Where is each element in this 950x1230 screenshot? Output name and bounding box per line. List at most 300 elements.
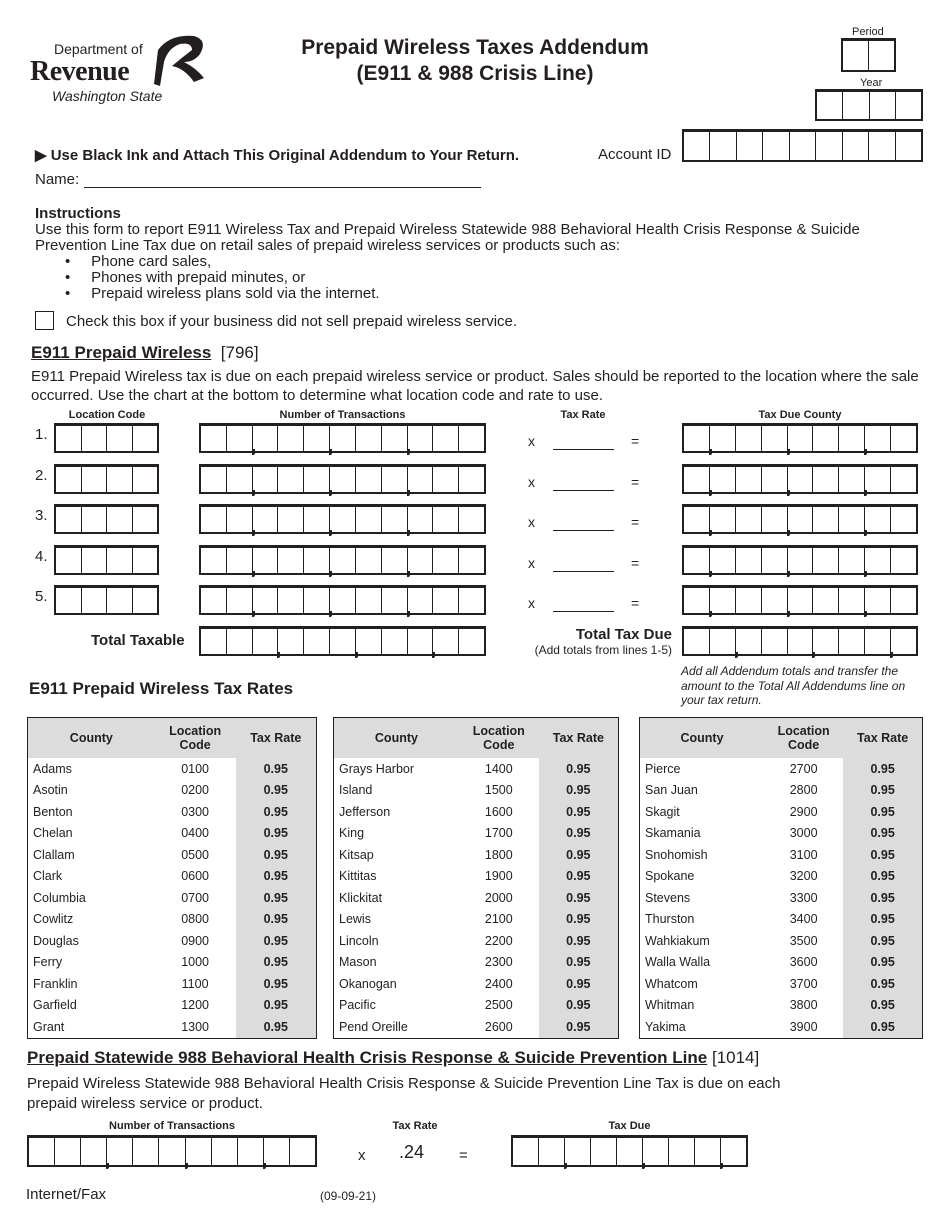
digit-cell[interactable]	[290, 1138, 315, 1165]
tax-rate-cell: 0.95	[236, 844, 317, 866]
digit-cell[interactable]	[356, 467, 382, 492]
digit-cell[interactable]	[788, 507, 814, 532]
digit-cell[interactable]	[788, 426, 814, 451]
table-row	[640, 758, 923, 780]
digit-cell[interactable]	[227, 507, 253, 532]
no-sales-checkbox[interactable]	[35, 311, 54, 330]
digit-cell[interactable]	[843, 132, 869, 160]
digit-cell[interactable]	[865, 588, 891, 613]
digit-cell[interactable]	[762, 507, 788, 532]
total-tax-due-label	[520, 626, 672, 657]
digit-cell[interactable]	[81, 1138, 107, 1165]
digit-cell[interactable]	[790, 132, 816, 160]
col-tax-rate: Tax Rate	[560, 409, 606, 421]
digit-cell[interactable]	[107, 426, 133, 451]
crisis-transactions-input[interactable]	[27, 1135, 317, 1167]
digit-cell[interactable]	[278, 629, 304, 654]
county-cell: Jefferson	[339, 804, 391, 819]
digit-cell[interactable]	[591, 1138, 617, 1165]
e911-heading-text: E911 Prepaid Wireless	[31, 343, 212, 362]
table-row	[640, 952, 923, 974]
header-tax-rate: Tax Rate	[843, 718, 922, 759]
digit-cell[interactable]	[133, 548, 158, 573]
dor-logo	[30, 30, 210, 106]
digit-cell[interactable]	[55, 1138, 81, 1165]
digit-cell[interactable]	[304, 548, 330, 573]
digit-cell[interactable]	[891, 548, 916, 573]
digit-cell[interactable]	[227, 426, 253, 451]
digit-cell[interactable]	[408, 507, 434, 532]
digit-cell[interactable]	[788, 548, 814, 573]
location-code-cell: 1500	[484, 783, 513, 798]
digit-cell[interactable]	[813, 629, 839, 654]
digit-cell[interactable]	[459, 426, 484, 451]
rates-table	[333, 717, 619, 1039]
digit-cell[interactable]	[891, 467, 916, 492]
digit-cell[interactable]	[865, 426, 891, 451]
digit-cell[interactable]	[710, 548, 736, 573]
location-code-input[interactable]	[54, 504, 159, 534]
digit-cell[interactable]	[227, 467, 253, 492]
tax-rate-cell: 0.95	[539, 887, 619, 909]
tax-rate-cell: 0.95	[843, 758, 922, 780]
digit-cell[interactable]	[253, 467, 279, 492]
digit-cell[interactable]	[891, 629, 916, 654]
county-cell: Clark	[33, 869, 63, 884]
account-id-input[interactable]	[682, 129, 923, 162]
digit-cell[interactable]	[107, 507, 133, 532]
digit-cell[interactable]	[227, 588, 253, 613]
table-row	[640, 887, 923, 909]
digit-cell[interactable]	[56, 548, 82, 573]
digit-cell[interactable]	[710, 629, 736, 654]
tax-rate-input[interactable]	[553, 437, 614, 450]
digit-cell[interactable]	[304, 588, 330, 613]
digit-cell[interactable]	[788, 629, 814, 654]
county-cell: Cowlitz	[33, 912, 74, 927]
table-header	[334, 718, 619, 759]
account-id-label: Account ID	[598, 146, 672, 163]
digit-cell[interactable]	[459, 629, 484, 654]
digit-cell[interactable]	[869, 41, 894, 70]
digit-cell[interactable]	[710, 426, 736, 451]
digit-cell[interactable]	[238, 1138, 264, 1165]
digit-cell[interactable]	[107, 1138, 133, 1165]
tax-rate-cell: 0.95	[236, 973, 317, 995]
name-input[interactable]	[84, 172, 481, 188]
digit-cell[interactable]	[133, 588, 158, 613]
rates-table	[639, 717, 923, 1039]
year-input[interactable]	[815, 89, 923, 121]
digit-cell[interactable]	[813, 467, 839, 492]
digit-cell[interactable]	[762, 588, 788, 613]
digit-cell[interactable]	[762, 548, 788, 573]
digit-cell[interactable]	[408, 588, 434, 613]
digit-cell[interactable]	[356, 548, 382, 573]
table-row	[640, 780, 923, 802]
transactions-input[interactable]	[199, 585, 486, 615]
crisis-col-tax-rate: Tax Rate	[392, 1120, 438, 1132]
digit-cell[interactable]	[201, 467, 227, 492]
arrow-right-icon: ▶	[35, 147, 51, 164]
location-code-cell: 3700	[789, 976, 818, 991]
digit-cell[interactable]	[330, 548, 356, 573]
ink-notice-text: Use Black Ink and Attach This Original Addendum to Your Return.	[50, 147, 520, 164]
tax-rate-cell: 0.95	[843, 995, 922, 1017]
digit-cell[interactable]	[710, 467, 736, 492]
county-cell: Clallam	[33, 847, 75, 862]
table-row	[334, 995, 619, 1017]
digit-cell[interactable]	[408, 548, 434, 573]
tax-rate-cell: 0.95	[236, 995, 317, 1017]
location-code-cell: 2400	[484, 976, 513, 991]
digit-cell[interactable]	[264, 1138, 290, 1165]
location-code-input[interactable]	[54, 464, 159, 494]
digit-cell[interactable]	[107, 467, 133, 492]
table-row	[28, 1016, 317, 1038]
dor-logo-mark-icon	[150, 32, 210, 87]
crisis-heading-text: Prepaid Statewide 988 Behavioral Health Crisis Response & Suicide Prevention Line	[27, 1048, 708, 1067]
digit-cell[interactable]	[539, 1138, 565, 1165]
equals-sign: =	[631, 473, 640, 490]
digit-cell[interactable]	[813, 588, 839, 613]
digit-cell[interactable]	[278, 467, 304, 492]
digit-cell[interactable]	[408, 467, 434, 492]
tax-due-county-input[interactable]	[682, 585, 918, 615]
digit-cell[interactable]	[788, 588, 814, 613]
digit-cell[interactable]	[330, 426, 356, 451]
tax-rate-cell: 0.95	[236, 930, 317, 952]
crisis-tax-due-input[interactable]	[511, 1135, 748, 1167]
digit-cell[interactable]	[513, 1138, 539, 1165]
col-transactions: Number of Transactions	[279, 409, 406, 421]
location-code-cell: 1900	[484, 869, 513, 884]
digit-cell[interactable]	[459, 467, 484, 492]
digit-cell[interactable]	[736, 588, 762, 613]
digit-cell[interactable]	[356, 588, 382, 613]
transactions-input[interactable]	[199, 423, 486, 453]
digit-cell[interactable]	[617, 1138, 643, 1165]
location-code-input[interactable]	[54, 585, 159, 615]
bullet-text: Phones with prepaid minutes, or	[91, 269, 306, 286]
digit-cell[interactable]	[684, 629, 710, 654]
digit-cell[interactable]	[459, 588, 484, 613]
table-row	[28, 930, 317, 952]
crisis-tax-rate: .24	[399, 1142, 425, 1162]
digit-cell[interactable]	[253, 629, 279, 654]
digit-cell[interactable]	[763, 132, 789, 160]
digit-cell[interactable]	[330, 467, 356, 492]
digit-cell[interactable]	[212, 1138, 238, 1165]
digit-cell[interactable]	[304, 426, 330, 451]
digit-cell[interactable]	[870, 92, 896, 119]
digit-cell[interactable]	[813, 507, 839, 532]
table-row	[640, 823, 923, 845]
digit-cell[interactable]	[865, 467, 891, 492]
equals-sign: =	[631, 433, 640, 449]
total-tax-due-input[interactable]	[682, 626, 918, 656]
digit-cell[interactable]	[896, 132, 921, 160]
ink-notice	[35, 146, 519, 164]
county-cell: Thurston	[645, 912, 695, 927]
times-sign: x	[528, 473, 535, 490]
table-row	[334, 801, 619, 823]
location-code-input[interactable]	[54, 545, 159, 575]
digit-cell[interactable]	[253, 507, 279, 532]
digit-cell[interactable]	[201, 588, 227, 613]
digit-cell[interactable]	[133, 1138, 159, 1165]
digit-cell[interactable]	[433, 426, 459, 451]
digit-cell[interactable]	[839, 467, 865, 492]
location-code-cell: 0900	[181, 933, 210, 948]
digit-cell[interactable]	[695, 1138, 721, 1165]
header-location-code: Location Code	[764, 718, 843, 759]
digit-cell[interactable]	[278, 548, 304, 573]
digit-cell[interactable]	[433, 507, 459, 532]
digit-cell[interactable]	[382, 588, 408, 613]
tax-rate-cell: 0.95	[539, 866, 619, 888]
digit-cell[interactable]	[56, 467, 82, 492]
times-sign: x	[528, 595, 535, 611]
digit-cell[interactable]	[839, 426, 865, 451]
digit-cell[interactable]	[330, 507, 356, 532]
table-row	[640, 1016, 923, 1038]
location-code-cell: 0200	[181, 783, 210, 798]
county-cell: Lincoln	[339, 933, 379, 948]
tax-rate-input[interactable]	[553, 599, 614, 612]
digit-cell[interactable]	[736, 467, 762, 492]
tax-rate-cell: 0.95	[843, 887, 922, 909]
digit-cell[interactable]	[813, 548, 839, 573]
digit-cell[interactable]	[817, 92, 843, 119]
digit-cell[interactable]	[304, 629, 330, 654]
tax-rate-cell: 0.95	[539, 1016, 619, 1038]
digit-cell[interactable]	[356, 507, 382, 532]
digit-cell[interactable]	[433, 548, 459, 573]
tax-rate-input[interactable]	[553, 478, 614, 491]
header-location-code: Location Code	[155, 718, 236, 759]
digit-cell[interactable]	[82, 548, 108, 573]
digit-cell[interactable]	[82, 507, 108, 532]
digit-cell[interactable]	[82, 426, 108, 451]
tax-rate-input[interactable]	[553, 559, 614, 572]
digit-cell[interactable]	[201, 548, 227, 573]
rates-heading: E911 Prepaid Wireless Tax Rates	[29, 679, 294, 698]
digit-cell[interactable]	[227, 548, 253, 573]
tax-rate-input[interactable]	[553, 518, 614, 531]
transactions-input[interactable]	[199, 504, 486, 534]
tax-due-county-input[interactable]	[682, 423, 918, 453]
tax-rate-cell: 0.95	[236, 887, 317, 909]
table-row	[28, 866, 317, 888]
digit-cell[interactable]	[56, 426, 82, 451]
digit-cell[interactable]	[133, 507, 158, 532]
county-cell: King	[339, 826, 365, 841]
tax-rate-cell: 0.95	[539, 758, 619, 780]
county-cell: Spokane	[645, 869, 695, 884]
digit-cell[interactable]	[459, 548, 484, 573]
tax-rate-cell: 0.95	[539, 995, 619, 1017]
digit-cell[interactable]	[736, 426, 762, 451]
digit-cell[interactable]	[891, 426, 916, 451]
tax-rate-cell: 0.95	[539, 801, 619, 823]
digit-cell[interactable]	[433, 629, 459, 654]
digit-cell[interactable]	[816, 132, 842, 160]
digit-cell[interactable]	[304, 467, 330, 492]
location-code-cell: 2500	[484, 998, 513, 1013]
digit-cell[interactable]	[839, 548, 865, 573]
digit-cell[interactable]	[762, 629, 788, 654]
tax-due-county-input[interactable]	[682, 545, 918, 575]
digit-cell[interactable]	[408, 426, 434, 451]
digit-cell[interactable]	[82, 588, 108, 613]
location-code-cell: 1300	[181, 1019, 210, 1034]
period-input[interactable]	[841, 38, 896, 72]
digit-cell[interactable]	[382, 548, 408, 573]
digit-cell[interactable]	[762, 426, 788, 451]
digit-cell[interactable]	[865, 629, 891, 654]
digit-cell[interactable]	[865, 507, 891, 532]
digit-cell[interactable]	[227, 629, 253, 654]
location-code-cell: 3500	[789, 933, 818, 948]
digit-cell[interactable]	[304, 507, 330, 532]
digit-cell[interactable]	[278, 426, 304, 451]
digit-cell[interactable]	[737, 132, 763, 160]
digit-cell[interactable]	[408, 629, 434, 654]
table-row	[640, 995, 923, 1017]
digit-cell[interactable]	[201, 629, 227, 654]
digit-cell[interactable]	[382, 467, 408, 492]
bullet-text: Prepaid wireless plans sold via the internet.	[91, 285, 380, 302]
digit-cell[interactable]	[356, 629, 382, 654]
digit-cell[interactable]	[843, 92, 869, 119]
county-cell: Columbia	[33, 890, 86, 905]
digit-cell[interactable]	[891, 507, 916, 532]
digit-cell[interactable]	[684, 426, 710, 451]
digit-cell[interactable]	[159, 1138, 185, 1165]
digit-cell[interactable]	[684, 588, 710, 613]
tax-rate-cell: 0.95	[236, 1016, 317, 1038]
table-row	[334, 844, 619, 866]
digit-cell[interactable]	[382, 629, 408, 654]
digit-cell[interactable]	[684, 548, 710, 573]
instructions-bullets	[35, 254, 915, 302]
digit-cell[interactable]	[684, 132, 710, 160]
county-cell: Walla Walla	[645, 955, 711, 970]
digit-cell[interactable]	[896, 92, 921, 119]
county-cell: Ferry	[33, 955, 63, 970]
table-row	[28, 758, 317, 780]
digit-cell[interactable]	[839, 588, 865, 613]
digit-cell[interactable]	[253, 548, 279, 573]
digit-cell[interactable]	[133, 467, 158, 492]
table-row	[640, 909, 923, 931]
e911-code: [796]	[220, 343, 259, 362]
digit-cell[interactable]	[843, 41, 869, 70]
e911-heading	[31, 343, 259, 363]
digit-cell[interactable]	[29, 1138, 55, 1165]
digit-cell[interactable]	[710, 132, 736, 160]
digit-cell[interactable]	[201, 507, 227, 532]
tax-rate-cell: 0.95	[236, 801, 317, 823]
table-row	[640, 973, 923, 995]
digit-cell[interactable]	[684, 507, 710, 532]
county-cell: Benton	[33, 804, 73, 819]
row-number: 4.	[35, 547, 48, 565]
digit-cell[interactable]	[253, 426, 279, 451]
digit-cell[interactable]	[721, 1138, 746, 1165]
digit-cell[interactable]	[107, 588, 133, 613]
digit-cell[interactable]	[201, 426, 227, 451]
location-code-cell: 1700	[484, 826, 513, 841]
digit-cell[interactable]	[736, 548, 762, 573]
county-cell: Pend Oreille	[339, 1019, 408, 1034]
digit-cell[interactable]	[433, 588, 459, 613]
digit-cell[interactable]	[839, 629, 865, 654]
transactions-input[interactable]	[199, 545, 486, 575]
county-cell: Island	[339, 783, 373, 798]
checkbox-label: Check this box if your business did not sell prepaid wireless service.	[66, 313, 518, 330]
digit-cell[interactable]	[459, 507, 484, 532]
digit-cell[interactable]	[684, 467, 710, 492]
digit-cell[interactable]	[107, 548, 133, 573]
times-sign: x	[528, 514, 535, 530]
digit-cell[interactable]	[278, 507, 304, 532]
digit-cell[interactable]	[56, 507, 82, 532]
digit-cell[interactable]	[762, 467, 788, 492]
digit-cell[interactable]	[253, 588, 279, 613]
tax-rate-cell: 0.95	[539, 823, 619, 845]
digit-cell[interactable]	[643, 1138, 669, 1165]
bullet-text: Phone card sales,	[91, 253, 212, 270]
digit-cell[interactable]	[186, 1138, 212, 1165]
tax-due-county-input[interactable]	[682, 464, 918, 494]
digit-cell[interactable]	[788, 467, 814, 492]
table-row	[28, 973, 317, 995]
digit-cell[interactable]	[278, 588, 304, 613]
table-row	[334, 952, 619, 974]
digit-cell[interactable]	[669, 1138, 695, 1165]
digit-cell[interactable]	[813, 426, 839, 451]
digit-cell[interactable]	[330, 629, 356, 654]
tax-due-county-input[interactable]	[682, 504, 918, 534]
digit-cell[interactable]	[330, 588, 356, 613]
digit-cell[interactable]	[382, 426, 408, 451]
digit-cell[interactable]	[865, 548, 891, 573]
location-code-input[interactable]	[54, 423, 159, 453]
digit-cell[interactable]	[133, 426, 158, 451]
digit-cell[interactable]	[382, 507, 408, 532]
digit-cell[interactable]	[839, 507, 865, 532]
header-location-code: Location Code	[459, 718, 539, 759]
digit-cell[interactable]	[869, 132, 895, 160]
digit-cell[interactable]	[736, 629, 762, 654]
tax-rate-cell: 0.95	[539, 844, 619, 866]
digit-cell[interactable]	[565, 1138, 591, 1165]
logo-text: Department of	[54, 41, 143, 57]
digit-cell[interactable]	[433, 467, 459, 492]
digit-cell[interactable]	[710, 507, 736, 532]
digit-cell[interactable]	[56, 588, 82, 613]
transactions-input[interactable]	[199, 464, 486, 494]
digit-cell[interactable]	[891, 588, 916, 613]
digit-cell[interactable]	[736, 507, 762, 532]
digit-cell[interactable]	[82, 467, 108, 492]
total-taxable-input[interactable]	[199, 626, 486, 656]
location-code-cell: 3800	[789, 998, 818, 1013]
digit-cell[interactable]	[356, 426, 382, 451]
digit-cell[interactable]	[710, 588, 736, 613]
